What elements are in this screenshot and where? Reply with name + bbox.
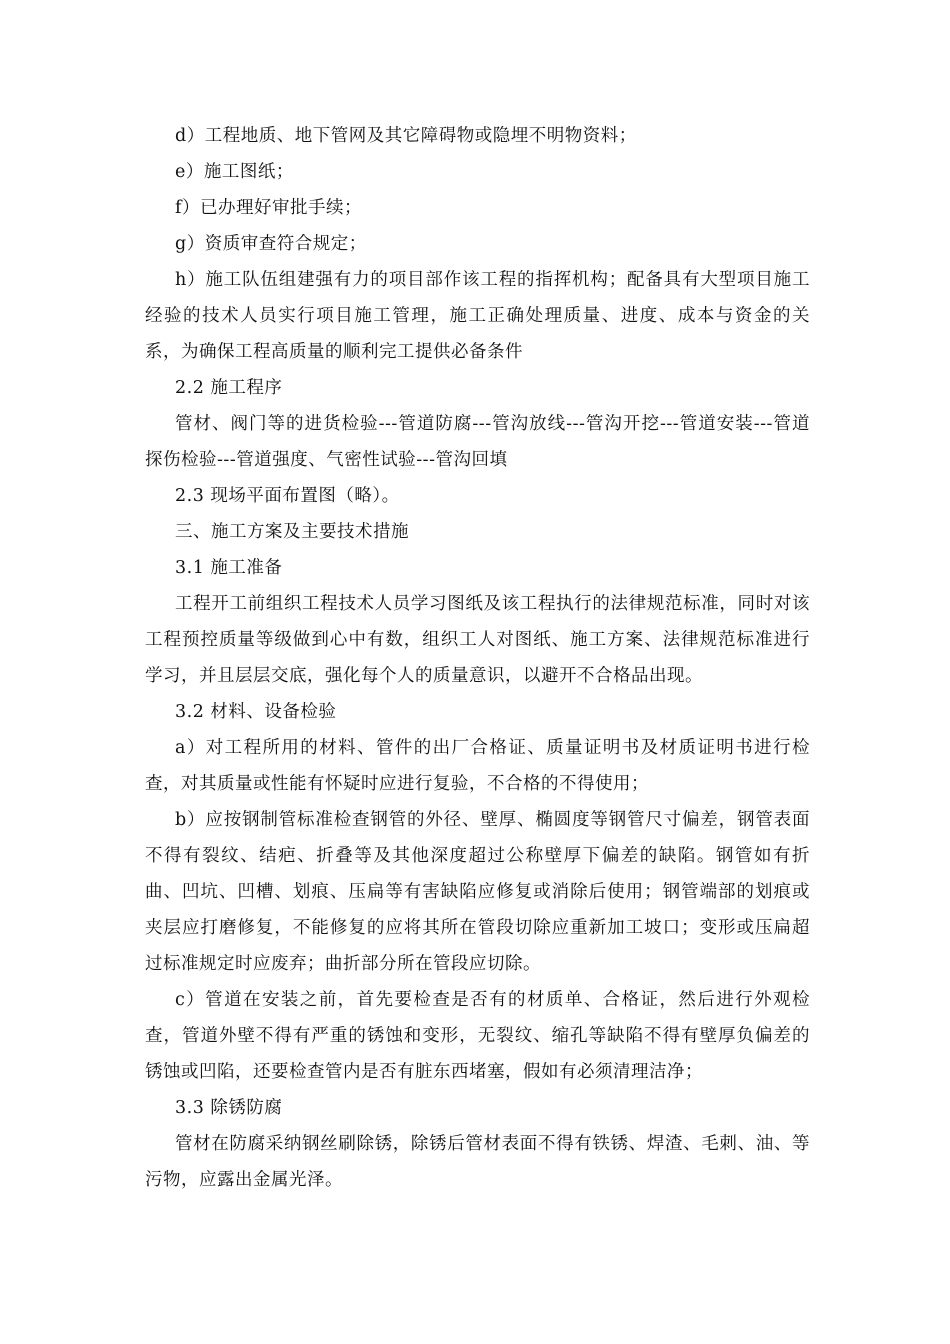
rust-removal-paragraph: 管材在防腐采纳钢丝刷除锈，除锈后管材表面不得有铁锈、焊渣、毛刺、油、等污物，应露出金属光泽。 — [145, 1134, 810, 1190]
item-h-paragraph: h）施工队伍组建强有力的项目部作该工程的指挥机构；配备具有大型项目施工经验的技术人员实行项目施工管理，施工正确处理质量、进度、成本与资金的关系，为确保工程高质量的顺利完工提供必备条件 — [145, 270, 810, 362]
item-e-paragraph: e）施工图纸； — [175, 162, 294, 182]
item-f-paragraph: f）已办理好审批手续； — [175, 198, 362, 218]
section-2-3-heading: 2.3 现场平面布置图（略）。 — [175, 486, 400, 506]
section-3-3-heading: 3.3 除锈防腐 — [175, 1098, 283, 1118]
item-d-paragraph: d）工程地质、地下管网及其它障碍物或隐埋不明物资料； — [175, 126, 637, 146]
item-c-paragraph: c）管道在安装之前，首先要检查是否有的材质单、合格证，然后进行外观检查，管道外壁不得有严重的锈蚀和变形，无裂纹、缩孔等缺陷不得有壁厚负偏差的锈蚀或凹陷，还要检查管内是否有脏东西堵塞，假如有必须清理洁净； — [145, 990, 810, 1082]
construction-procedure-paragraph: 管材、阀门等的进货检验---管道防腐---管沟放线---管沟开挖---管道安装---管道探伤检验---管道强度、气密性试验---管沟回填 — [145, 414, 810, 470]
item-g-paragraph: g）资质审查符合规定； — [175, 234, 367, 254]
chapter-3-heading: 三、施工方案及主要技术措施 — [175, 522, 409, 542]
section-2-2-heading: 2.2 施工程序 — [175, 378, 283, 398]
section-3-1-heading: 3.1 施工准备 — [175, 558, 283, 578]
item-b-paragraph: b）应按钢制管标准检查钢管的外径、壁厚、椭圆度等钢管尺寸偏差，钢管表面不得有裂纹、结疤、折叠等及其他深度超过公称壁厚下偏差的缺陷。钢管如有折曲、凹坑、凹槽、划痕、压扁等有害缺陷应修复或消除后使用；钢管端部的划痕或夹层应打磨修复，不能修复的应将其所在管段切除应重新加工坡口；变形或压扁超过标准规定时应废弃；曲折部分所在管段应切除。 — [145, 810, 810, 974]
section-3-2-heading: 3.2 材料、设备检验 — [175, 702, 337, 722]
item-a-paragraph: a）对工程所用的材料、管件的出厂合格证、质量证明书及材质证明书进行检查，对其质量或性能有怀疑时应进行复验，不合格的不得使用； — [145, 738, 810, 794]
preparation-paragraph: 工程开工前组织工程技术人员学习图纸及该工程执行的法律规范标准，同时对该工程预控质量等级做到心中有数，组织工人对图纸、施工方案、法律规范标准进行学习，并且层层交底，强化每个人的质量意识，以避开不合格品出现。 — [145, 594, 810, 686]
document-page — [145, 118, 810, 1198]
